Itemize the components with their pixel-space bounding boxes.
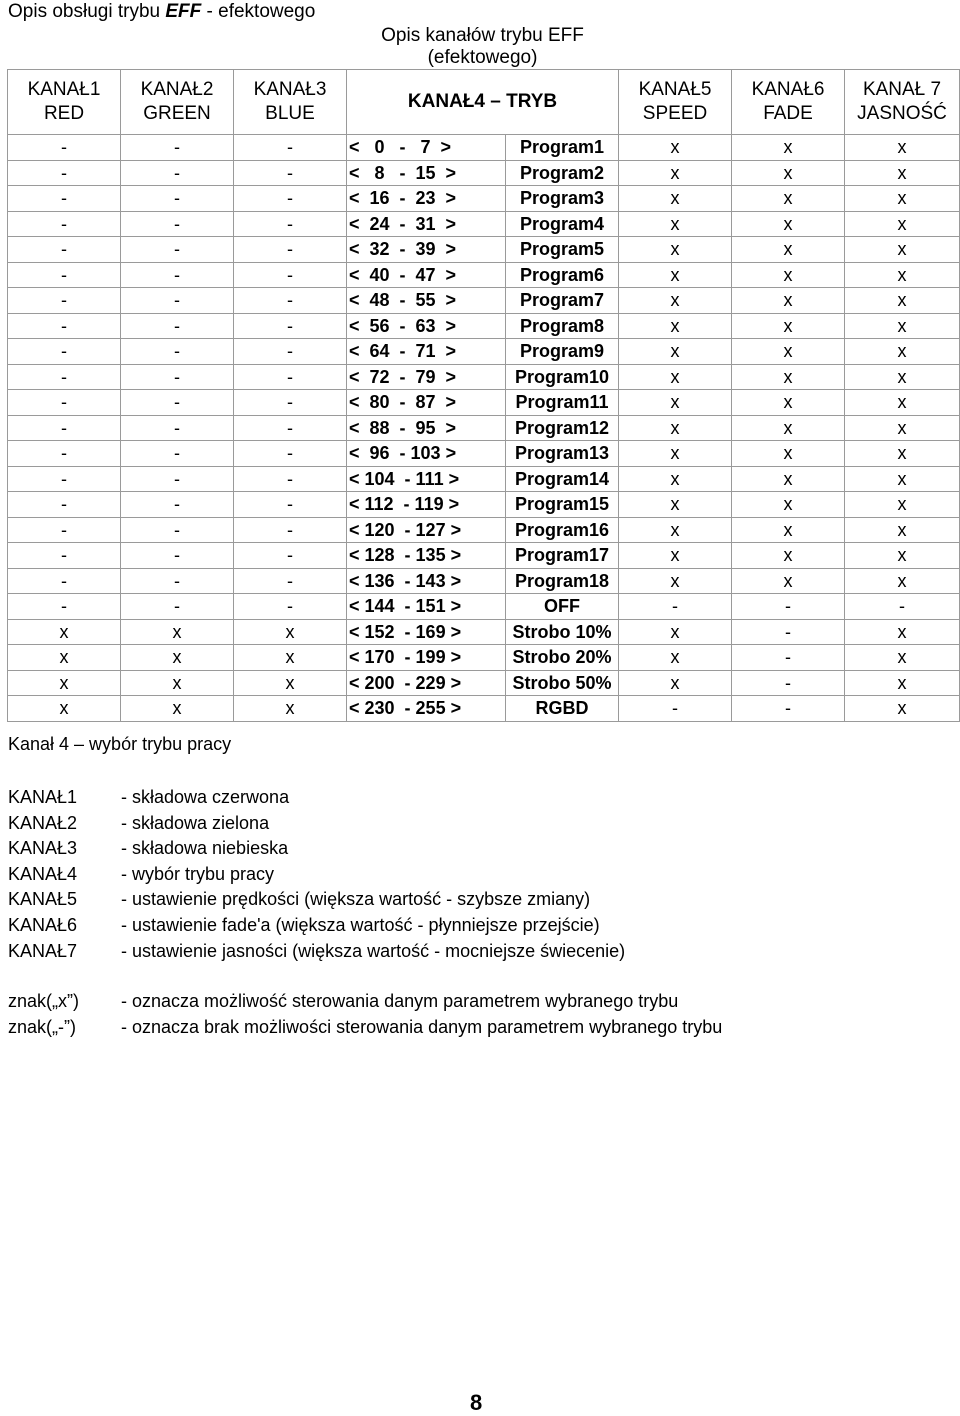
page-number: 8 <box>470 1390 483 1415</box>
table-row <box>8 645 960 671</box>
cell-range: < 8 - 15 > <box>347 160 506 186</box>
cell-range: < 64 - 71 > <box>347 339 506 365</box>
cell-channel-2: - <box>121 237 234 263</box>
legend-description: - składowa zielona <box>121 812 270 833</box>
cell-channel-6: - <box>732 670 845 696</box>
cell-channel-3: - <box>234 364 347 390</box>
cell-channel-5: x <box>619 237 732 263</box>
cell-channel-6: x <box>732 415 845 441</box>
cell-channel-1: x <box>8 645 121 671</box>
cell-range: < 72 - 79 > <box>347 364 506 390</box>
cell-channel-3: - <box>234 517 347 543</box>
cell-range: < 48 - 55 > <box>347 288 506 314</box>
cell-channel-5: x <box>619 670 732 696</box>
cell-channel-5: x <box>619 466 732 492</box>
cell-channel-3: x <box>234 645 347 671</box>
cell-channel-3: - <box>234 594 347 620</box>
table-row <box>8 390 960 416</box>
cell-channel-2: x <box>121 645 234 671</box>
table-row <box>8 262 960 288</box>
cell-channel-7: x <box>845 415 960 441</box>
legend-row <box>8 887 625 913</box>
cell-channel-7: x <box>845 619 960 645</box>
cell-mode: Program8 <box>506 313 619 339</box>
cell-channel-7: x <box>845 288 960 314</box>
cell-mode: Program3 <box>506 186 619 212</box>
cell-channel-6: - <box>732 645 845 671</box>
cell-mode: Program9 <box>506 339 619 365</box>
cell-channel-5: x <box>619 160 732 186</box>
cell-range: < 170 - 199 > <box>347 645 506 671</box>
cell-channel-7: x <box>845 492 960 518</box>
legend-description: - ustawienie fade'a (większa wartość - płynniejsze przejście) <box>121 914 600 935</box>
cell-channel-6: - <box>732 619 845 645</box>
table-row <box>8 135 960 161</box>
cell-channel-3: x <box>234 619 347 645</box>
cell-channel-7: x <box>845 441 960 467</box>
cell-mode: Program14 <box>506 466 619 492</box>
cell-range: < 80 - 87 > <box>347 390 506 416</box>
cell-mode: Program10 <box>506 364 619 390</box>
cell-range: < 230 - 255 > <box>347 696 506 722</box>
cell-channel-3: - <box>234 415 347 441</box>
cell-range: < 96 - 103 > <box>347 441 506 467</box>
cell-channel-6: x <box>732 288 845 314</box>
legend-key: KANAŁ5 <box>8 889 78 910</box>
cell-channel-5: x <box>619 313 732 339</box>
cell-channel-7: - <box>845 594 960 620</box>
cell-channel-3: - <box>234 390 347 416</box>
cell-channel-6: x <box>732 492 845 518</box>
cell-channel-6: x <box>732 186 845 212</box>
legend-key: KANAŁ1 <box>8 787 78 807</box>
cell-channel-1: - <box>8 313 121 339</box>
cell-channel-7: x <box>845 517 960 543</box>
cell-channel-1: - <box>8 160 121 186</box>
cell-channel-7: x <box>845 262 960 288</box>
cell-channel-7: x <box>845 237 960 263</box>
legend-description: - ustawienie jasności (większa wartość - mocniejsze świecenie) <box>121 940 626 961</box>
title-emphasis: EFF <box>165 1 202 22</box>
cell-channel-1: - <box>8 288 121 314</box>
cell-channel-6: x <box>732 339 845 365</box>
cell-channel-3: x <box>234 696 347 722</box>
channel-legend <box>8 785 625 964</box>
table-row <box>8 594 960 620</box>
cell-channel-5: x <box>619 135 732 161</box>
cell-channel-1: - <box>8 186 121 212</box>
header-channel-2: KANAŁ2 GREEN <box>121 70 234 135</box>
cell-range: < 104 - 111 > <box>347 466 506 492</box>
legend-row <box>8 811 625 837</box>
cell-channel-2: - <box>121 466 234 492</box>
cell-channel-3: - <box>234 237 347 263</box>
sign-row <box>8 989 722 1015</box>
table-row <box>8 568 960 594</box>
cell-channel-2: - <box>121 364 234 390</box>
legend-row <box>8 785 625 811</box>
cell-range: < 0 - 7 > <box>347 135 506 161</box>
cell-channel-5: x <box>619 339 732 365</box>
cell-channel-7: x <box>845 160 960 186</box>
cell-channel-1: - <box>8 517 121 543</box>
sign-row <box>8 1015 722 1041</box>
legend-key: KANAŁ2 <box>8 812 78 833</box>
cell-channel-2: - <box>121 339 234 365</box>
header-channel-3: KANAŁ3 BLUE <box>234 70 347 135</box>
cell-channel-2: - <box>121 594 234 620</box>
cell-channel-6: x <box>732 517 845 543</box>
cell-mode: Program15 <box>506 492 619 518</box>
cell-channel-3: - <box>234 568 347 594</box>
cell-channel-5: x <box>619 517 732 543</box>
cell-channel-1: - <box>8 492 121 518</box>
cell-channel-2: - <box>121 262 234 288</box>
table-row <box>8 670 960 696</box>
cell-mode: Program2 <box>506 160 619 186</box>
table-row <box>8 339 960 365</box>
table-row <box>8 313 960 339</box>
title-suffix: - efektowego <box>201 1 316 22</box>
header-channel-6: KANAŁ6 FADE <box>732 70 845 135</box>
cell-channel-2: - <box>121 211 234 237</box>
cell-channel-7: x <box>845 670 960 696</box>
cell-channel-3: - <box>234 186 347 212</box>
cell-channel-7: x <box>845 696 960 722</box>
cell-channel-3: x <box>234 670 347 696</box>
table-row <box>8 237 960 263</box>
table-row <box>8 288 960 314</box>
table-row <box>8 543 960 569</box>
cell-range: < 16 - 23 > <box>347 186 506 212</box>
cell-channel-5: x <box>619 390 732 416</box>
legend-key: KANAŁ3 <box>8 838 78 859</box>
cell-channel-5: x <box>619 288 732 314</box>
table-row <box>8 160 960 186</box>
cell-mode: Strobo 50% <box>506 670 619 696</box>
cell-channel-3: - <box>234 262 347 288</box>
cell-range: < 32 - 39 > <box>347 237 506 263</box>
cell-mode: Program12 <box>506 415 619 441</box>
header-channel-1: KANAŁ1 RED <box>8 70 121 135</box>
cell-channel-6: - <box>732 594 845 620</box>
table-row <box>8 492 960 518</box>
legend-key: KANAŁ6 <box>8 914 78 935</box>
cell-channel-6: x <box>732 568 845 594</box>
cell-channel-2: - <box>121 135 234 161</box>
cell-channel-5: x <box>619 568 732 594</box>
table-row <box>8 619 960 645</box>
cell-mode: Program1 <box>506 135 619 161</box>
cell-channel-5: - <box>619 594 732 620</box>
cell-mode: Program7 <box>506 288 619 314</box>
cell-channel-1: x <box>8 696 121 722</box>
cell-channel-7: x <box>845 211 960 237</box>
cell-channel-5: - <box>619 696 732 722</box>
cell-channel-2: - <box>121 313 234 339</box>
cell-channel-1: - <box>8 568 121 594</box>
cell-channel-2: - <box>121 492 234 518</box>
cell-mode: Program6 <box>506 262 619 288</box>
cell-channel-6: x <box>732 441 845 467</box>
table-row <box>8 186 960 212</box>
cell-channel-1: - <box>8 441 121 467</box>
cell-channel-2: - <box>121 517 234 543</box>
cell-channel-5: x <box>619 441 732 467</box>
cell-range: < 40 - 47 > <box>347 262 506 288</box>
eff-channels-table <box>7 25 960 722</box>
cell-channel-1: - <box>8 237 121 263</box>
cell-channel-1: - <box>8 339 121 365</box>
cell-mode: Program5 <box>506 237 619 263</box>
cell-channel-1: x <box>8 619 121 645</box>
cell-channel-1: - <box>8 364 121 390</box>
cell-channel-1: - <box>8 594 121 620</box>
sign-description: - oznacza możliwość sterowania danym parametrem wybranego trybu <box>121 991 679 1011</box>
cell-channel-2: - <box>121 441 234 467</box>
cell-channel-5: x <box>619 645 732 671</box>
cell-channel-3: - <box>234 339 347 365</box>
cell-channel-3: - <box>234 288 347 314</box>
cell-channel-3: - <box>234 135 347 161</box>
cell-channel-7: x <box>845 339 960 365</box>
cell-channel-2: - <box>121 186 234 212</box>
cell-channel-5: x <box>619 619 732 645</box>
cell-channel-1: - <box>8 135 121 161</box>
sign-key: znak(„-”) <box>8 1016 76 1037</box>
cell-channel-7: x <box>845 313 960 339</box>
cell-channel-2: x <box>121 619 234 645</box>
legend-description: - wybór trybu pracy <box>121 863 275 884</box>
cell-channel-7: x <box>845 135 960 161</box>
legend-row <box>8 862 625 888</box>
table-caption-row <box>8 25 960 70</box>
table-row <box>8 466 960 492</box>
cell-range: < 120 - 127 > <box>347 517 506 543</box>
cell-channel-7: x <box>845 543 960 569</box>
cell-range: < 56 - 63 > <box>347 313 506 339</box>
cell-channel-2: - <box>121 543 234 569</box>
cell-channel-5: x <box>619 211 732 237</box>
cell-mode: Strobo 10% <box>506 619 619 645</box>
table-row <box>8 517 960 543</box>
cell-channel-6: x <box>732 237 845 263</box>
cell-channel-7: x <box>845 645 960 671</box>
cell-channel-6: x <box>732 160 845 186</box>
cell-channel-5: x <box>619 492 732 518</box>
cell-mode: RGBD <box>506 696 619 722</box>
cell-channel-1: x <box>8 670 121 696</box>
cell-channel-7: x <box>845 568 960 594</box>
cell-range: < 128 - 135 > <box>347 543 506 569</box>
cell-channel-2: - <box>121 160 234 186</box>
document-title <box>8 0 315 24</box>
cell-range: < 200 - 229 > <box>347 670 506 696</box>
cell-channel-3: - <box>234 313 347 339</box>
legend-row <box>8 939 625 965</box>
cell-channel-1: - <box>8 390 121 416</box>
cell-mode: Program17 <box>506 543 619 569</box>
cell-channel-5: x <box>619 262 732 288</box>
cell-channel-3: - <box>234 466 347 492</box>
cell-channel-5: x <box>619 415 732 441</box>
cell-channel-3: - <box>234 543 347 569</box>
legend-row <box>8 913 625 939</box>
table-row <box>8 696 960 722</box>
cell-channel-3: - <box>234 441 347 467</box>
cell-range: < 24 - 31 > <box>347 211 506 237</box>
cell-range: < 136 - 143 > <box>347 568 506 594</box>
cell-channel-6: x <box>732 262 845 288</box>
cell-channel-3: - <box>234 492 347 518</box>
cell-range: < 88 - 95 > <box>347 415 506 441</box>
cell-channel-2: - <box>121 568 234 594</box>
cell-channel-6: x <box>732 313 845 339</box>
sign-legend <box>8 989 722 1040</box>
cell-channel-2: - <box>121 390 234 416</box>
cell-mode: Program13 <box>506 441 619 467</box>
cell-range: < 152 - 169 > <box>347 619 506 645</box>
cell-channel-3: - <box>234 160 347 186</box>
table-header-row <box>8 70 960 135</box>
legend-row <box>8 836 625 862</box>
cell-channel-3: - <box>234 211 347 237</box>
title-prefix: Opis obsługi trybu <box>8 1 166 22</box>
table-row <box>8 364 960 390</box>
cell-channel-6: x <box>732 466 845 492</box>
cell-channel-7: x <box>845 186 960 212</box>
cell-mode: Program4 <box>506 211 619 237</box>
cell-range: < 112 - 119 > <box>347 492 506 518</box>
legend-description: - składowa czerwona <box>121 787 290 807</box>
cell-channel-6: x <box>732 364 845 390</box>
legend-key: KANAŁ7 <box>8 940 78 961</box>
cell-channel-1: - <box>8 415 121 441</box>
table-row <box>8 211 960 237</box>
cell-channel-5: x <box>619 543 732 569</box>
cell-mode: OFF <box>506 594 619 620</box>
sign-key: znak(„x”) <box>8 991 79 1011</box>
header-channel-4: KANAŁ4 – TRYB <box>347 70 619 135</box>
cell-mode: Program18 <box>506 568 619 594</box>
cell-channel-1: - <box>8 262 121 288</box>
table-row <box>8 415 960 441</box>
cell-channel-6: x <box>732 390 845 416</box>
cell-channel-7: x <box>845 364 960 390</box>
cell-channel-1: - <box>8 211 121 237</box>
legend-title: Kanał 4 – wybór trybu pracy <box>8 734 232 754</box>
cell-channel-1: - <box>8 466 121 492</box>
cell-mode: Program11 <box>506 390 619 416</box>
legend-description: - ustawienie prędkości (większa wartość - szybsze zmiany) <box>121 889 591 910</box>
cell-channel-6: - <box>732 696 845 722</box>
sign-description: - oznacza brak możliwości sterowania danym parametrem wybranego trybu <box>121 1016 723 1037</box>
cell-channel-2: - <box>121 288 234 314</box>
cell-channel-5: x <box>619 186 732 212</box>
header-channel-7: KANAŁ 7 JASNOŚĆ <box>845 70 960 135</box>
cell-channel-2: x <box>121 696 234 722</box>
cell-mode: Strobo 20% <box>506 645 619 671</box>
cell-channel-2: x <box>121 670 234 696</box>
cell-mode: Program16 <box>506 517 619 543</box>
header-channel-5: KANAŁ5 SPEED <box>619 70 732 135</box>
cell-channel-6: x <box>732 211 845 237</box>
cell-channel-6: x <box>732 543 845 569</box>
cell-channel-6: x <box>732 135 845 161</box>
cell-channel-5: x <box>619 364 732 390</box>
cell-channel-1: - <box>8 543 121 569</box>
legend-key: KANAŁ4 <box>8 863 78 884</box>
cell-channel-2: - <box>121 415 234 441</box>
table-row <box>8 441 960 467</box>
cell-channel-7: x <box>845 466 960 492</box>
table-caption: Opis kanałów trybu EFF (efektowego) <box>347 25 619 70</box>
cell-range: < 144 - 151 > <box>347 594 506 620</box>
cell-channel-7: x <box>845 390 960 416</box>
legend-description: - składowa niebieska <box>121 838 289 859</box>
